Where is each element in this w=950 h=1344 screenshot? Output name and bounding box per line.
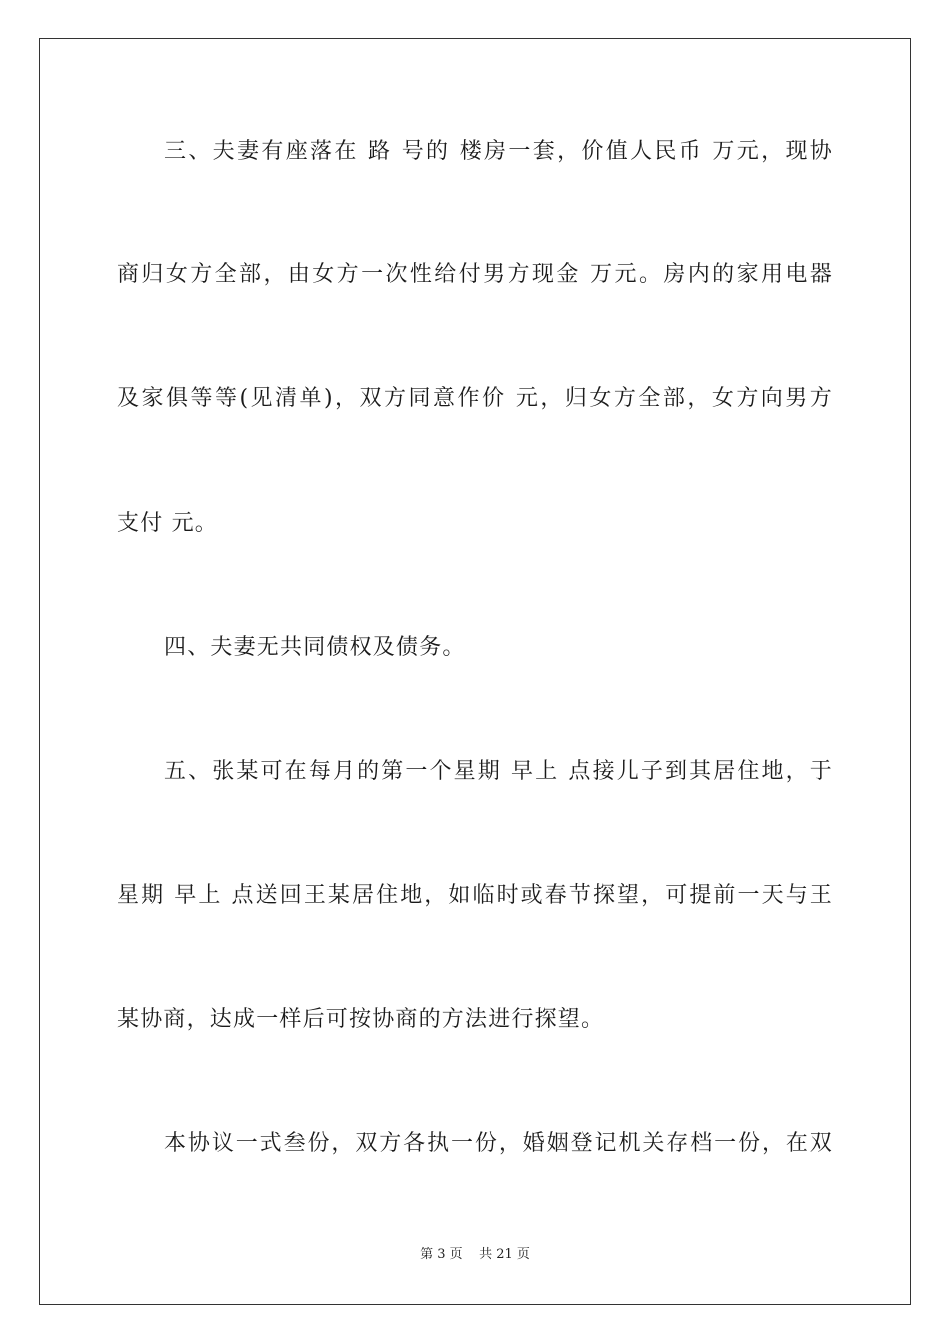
paragraph-line: 本协议一式叁份，双方各执一份，婚姻登记机关存档一份，在双 (164, 1131, 833, 1156)
paragraph-line: 及家俱等等(见清单)，双方同意作价 元，归女方全部，女方向男方 (117, 386, 833, 411)
paragraph-line: 五、张某可在每月的第一个星期 早上 点接儿子到其居住地，于 (164, 759, 833, 784)
paragraph-line: 星期 早上 点送回王某居住地，如临时或春节探望，可提前一天与王 (117, 883, 833, 908)
page-number-footer: 第 3 页 共 21 页 (420, 1247, 530, 1262)
paragraph-line: 四、夫妻无共同债权及债务。 (164, 635, 466, 660)
paragraph-line: 三、夫妻有座落在 路 号的 楼房一套，价值人民币 万元，现协 (164, 139, 833, 164)
paragraph-line: 支付 元。 (117, 511, 218, 536)
paragraph-line: 某协商，达成一样后可按协商的方法进行探望。 (117, 1007, 605, 1032)
page-frame (39, 38, 911, 1305)
paragraph-line: 商归女方全部，由女方一次性给付男方现金 万元。房内的家用电器 (117, 262, 833, 287)
